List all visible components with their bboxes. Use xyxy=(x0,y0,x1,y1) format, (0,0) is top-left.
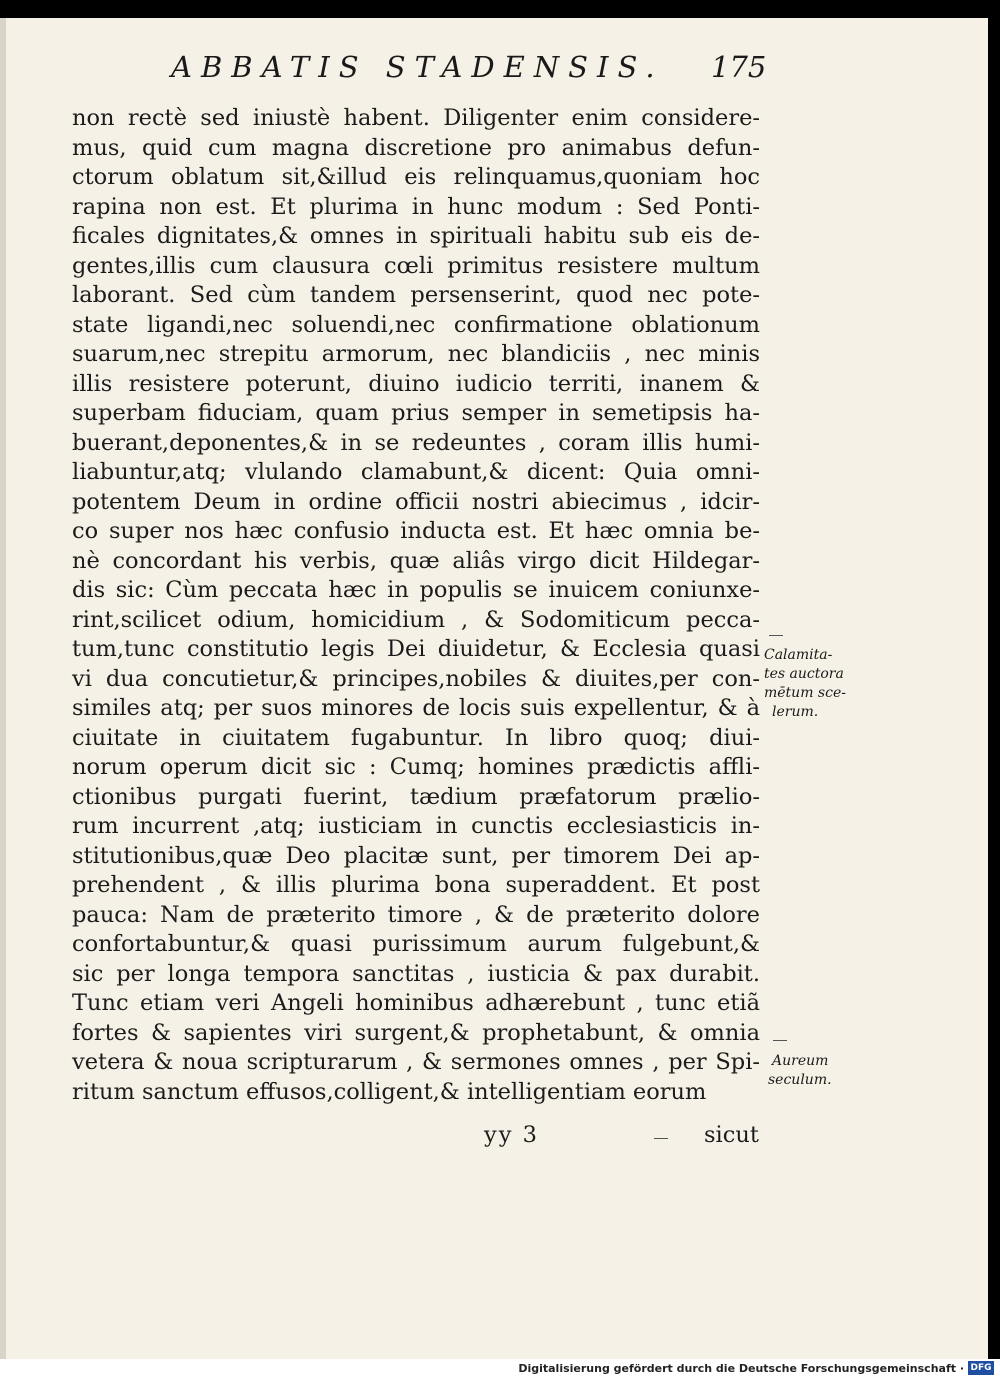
margin-note-calamitates xyxy=(764,646,846,722)
text-line: ciuitate in ciuitatem fugabuntur. In libro quoq; diui- xyxy=(72,724,760,751)
text-line: vetera & noua scripturarum , & sermones omnes , per Spi- xyxy=(72,1049,760,1075)
book-page xyxy=(0,18,988,1359)
text-line: ficales dignitates,& omnes in spirituali habitu sub eis de- xyxy=(72,223,760,249)
credit-text: Digitalisierung gefördert durch die Deutsche Forschungsgemeinschaft · xyxy=(518,1362,964,1375)
text-line: pauca: Nam de præterito timore , & de præterito dolore xyxy=(72,901,760,928)
text-line: Tunc etiam veri Angeli hominibus adhærebunt , tunc etiã xyxy=(72,990,760,1016)
margin-note-line: Calamita- xyxy=(764,647,833,663)
text-line: fortes & sapientes viri surgent,& prophetabunt, & omnia xyxy=(72,1019,760,1046)
text-line: rint,scilicet odium, homicidium , & Sodomiticum pecca- xyxy=(72,606,760,633)
body-text xyxy=(72,104,760,1107)
text-line: potentem Deum in ordine officii nostri abiecimus , idcir- xyxy=(72,488,760,515)
margin-dash xyxy=(773,1040,787,1041)
text-line: ctionibus purgati fuerint, tædium præfatorum prælio- xyxy=(72,783,760,810)
text-line: similes atq; per suos minores de locis suis expellentur, & à xyxy=(72,695,760,721)
page-header xyxy=(171,50,771,94)
text-line: confortabuntur,& quasi purissimum aurum fulgebunt,& xyxy=(72,931,760,957)
credit-bar xyxy=(0,1359,1000,1378)
text-line: prehendent , & illis plurima bona superaddent. Et post xyxy=(72,872,760,898)
margin-dash xyxy=(769,635,783,636)
text-line: mus, quid cum magna discretione pro animabus defun- xyxy=(72,134,760,161)
text-line: superbam fiduciam, quam prius semper in semetipsis ha- xyxy=(72,400,760,426)
margin-note-line: seculum. xyxy=(768,1072,832,1088)
text-line: norum operum dicit sic : Cumq; homines prædictis affli- xyxy=(72,754,760,780)
text-line: ctorum oblatum sit,&illud eis relinquamus,quoniam hoc xyxy=(72,164,760,190)
margin-note-line: tes auctora xyxy=(764,666,844,682)
text-line: buerant,deponentes,& in se redeuntes , coram illis humi- xyxy=(72,429,760,456)
margin-note-aureum xyxy=(768,1052,832,1090)
margin-note-line: Aureum xyxy=(772,1053,829,1069)
text-line: non rectè sed iniustè habent. Diligenter enim considere- xyxy=(72,105,760,131)
margin-note-line: lerum. xyxy=(772,704,819,720)
text-line: tum,tunc constitutio legis Dei diuidetur, & Ecclesia quasi xyxy=(72,636,760,662)
running-head: ABBATIS STADENSIS. xyxy=(171,50,664,84)
dfg-logo[interactable]: DFG xyxy=(968,1361,994,1375)
text-line: laborant. Sed cùm tandem persenserint, quod nec pote- xyxy=(72,282,760,308)
page-number: 175 xyxy=(711,50,767,84)
text-line: vi dua concutietur,& principes,nobiles & diuites,per con- xyxy=(72,665,760,692)
text-line: stitutionibus,quæ Deo placitæ sunt, per timorem Dei ap- xyxy=(72,842,760,869)
text-line: nè concordant his verbis, quæ aliâs virgo dicit Hildegar- xyxy=(72,547,760,574)
text-line: ritum sanctum effusos,colligent,& intelligentiam eorum xyxy=(72,1078,707,1105)
footer-dash xyxy=(654,1138,668,1139)
text-line: illis resistere poterunt, diuino iudicio territi, inanem & xyxy=(72,370,760,397)
text-line: rum incurrent ,atq; iusticiam in cunctis ecclesiasticis in- xyxy=(72,813,760,839)
margin-note-line: mētum sce- xyxy=(764,685,846,701)
page-footer xyxy=(6,1122,994,1156)
text-line: state ligandi,nec soluendi,nec confirmatione oblationum xyxy=(72,311,760,338)
text-line: liabuntur,atq; vlulando clamabunt,& dicent: Quia omni- xyxy=(72,459,760,485)
text-line: dis sic: Cùm peccata hæc in populis se inuicem coniunxe- xyxy=(72,577,760,603)
text-line: sic per longa tempora sanctitas , iusticia & pax durabit. xyxy=(72,960,760,987)
signature-mark: yy 3 xyxy=(484,1122,539,1148)
text-line: suarum,nec strepitu armorum, nec blandiciis , nec minis xyxy=(72,341,760,367)
text-line: gentes,illis cum clausura cœli primitus resistere multum xyxy=(72,252,760,279)
text-line: co super nos hæc confusio inducta est. Et hæc omnia be- xyxy=(72,518,760,544)
catchword: sicut xyxy=(704,1122,759,1148)
text-line: rapina non est. Et plurima in hunc modum : Sed Ponti- xyxy=(72,193,760,220)
